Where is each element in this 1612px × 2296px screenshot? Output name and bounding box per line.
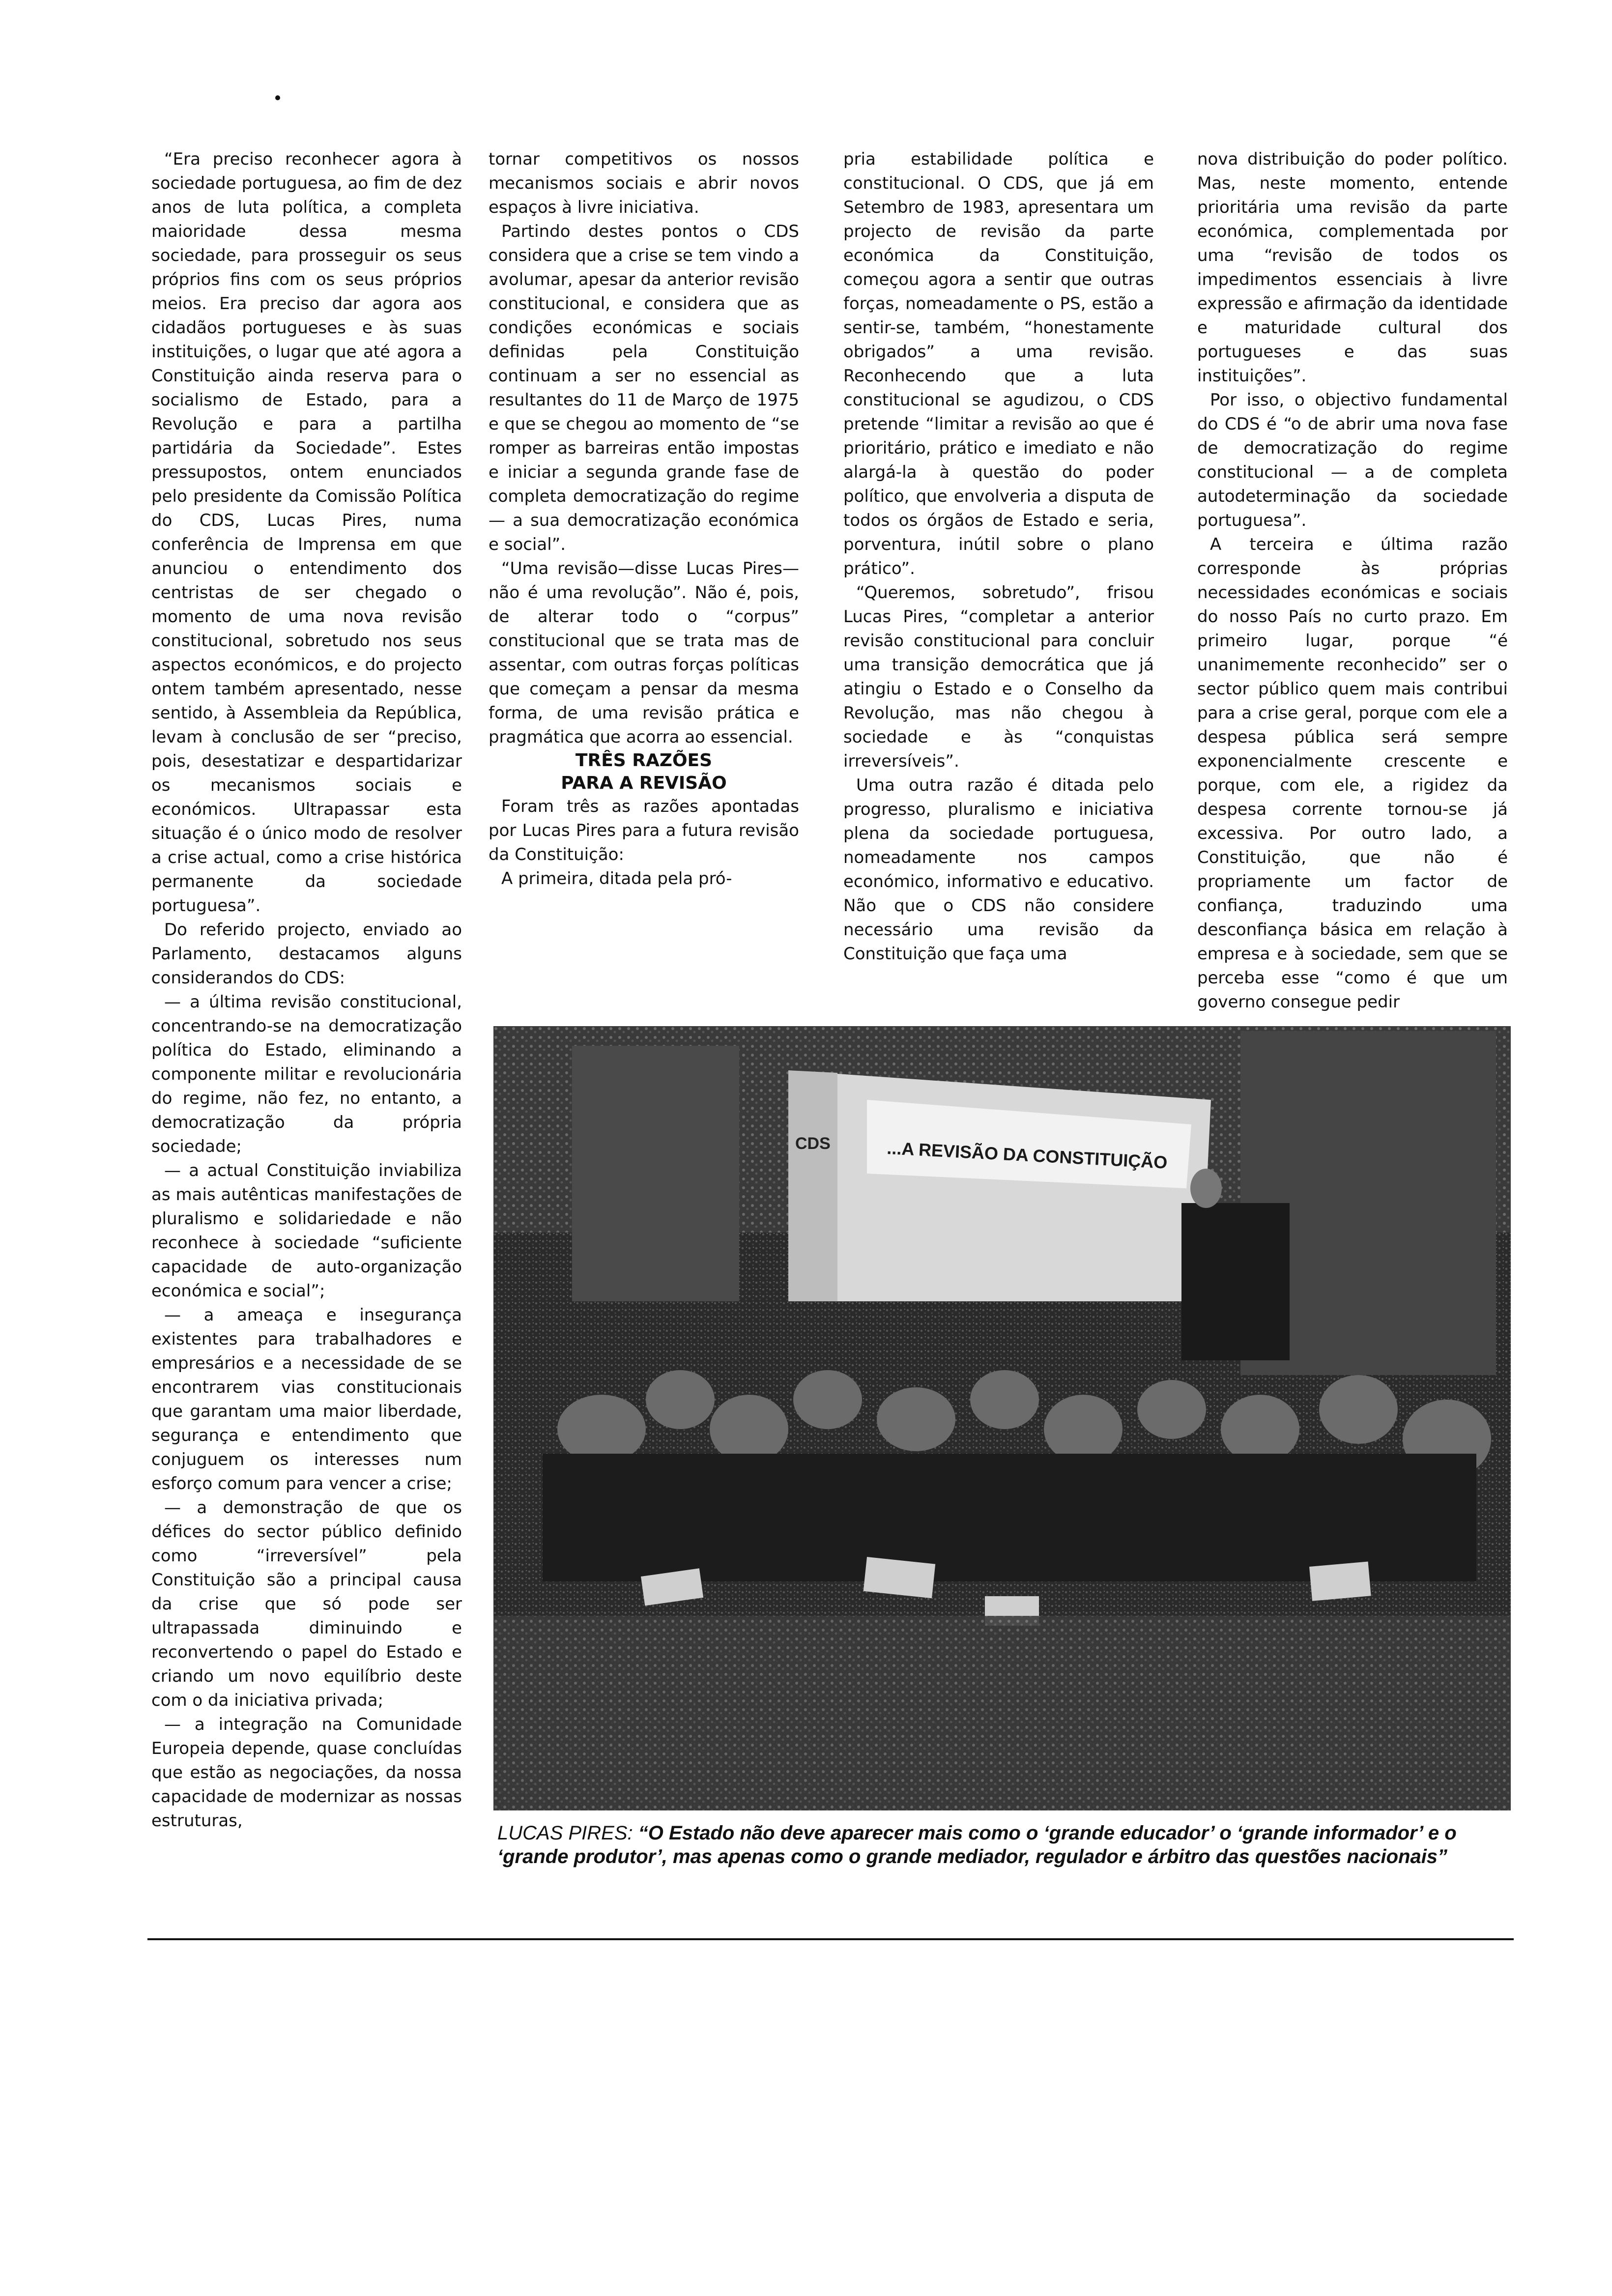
paragraph: — a última revisão constitucional, concentrando-se na democratização política do Estado, eliminando a componente militar e revolucionária do regime, não fez, no entanto, a democratização da própria sociedade;	[151, 992, 462, 1156]
photo-podium	[1181, 1203, 1290, 1360]
paragraph: Foram três as razões apontadas por Lucas Pires para a futura revisão da Constituição:	[489, 797, 799, 864]
photo-speaker-head	[1190, 1169, 1222, 1208]
paragraph: — a actual Constituição inviabiliza as mais autênticas manifestações de pluralismo e solidariedade e não reconhece à sociedade “suficiente capacidade de auto-organização económica e social”;	[151, 1161, 462, 1301]
photo-floor	[493, 1616, 1511, 1817]
paragraph: nova distribuição do poder político. Mas, neste momento, entende prioritária uma revisão da parte económica, complementada por uma “revisão de todos os impedimentos essenciais à livre expressão e afirmação da identidade e maturidade cultural dos portugueses e das suas instituições”.	[1197, 149, 1508, 386]
article-column-3	[843, 147, 1154, 1012]
paragraph: — a demonstração de que os défices do sector público definido como “irreversível” pela Constituição são a principal causa da crise que só pode ser ultrapassada diminuindo e reconvertendo o papel do Estado e criando um novo equilíbrio deste com o da iniciativa privada;	[151, 1498, 462, 1710]
paragraph: “Uma revisão—disse Lucas Pires—não é uma revolução”. Não é, pois, de alterar todo o “corpus” constitucional que se trata mas de assentar, com outras forças políticas que começam a pensar da mesma forma, de uma revisão prática e pragmática que acorra ao essencial.	[489, 559, 799, 747]
photo-window-left	[572, 1046, 739, 1301]
photo-caption	[497, 1821, 1510, 1868]
section-heading-line-2: PARA A REVISÃO	[561, 773, 727, 793]
stray-mark	[275, 95, 280, 100]
paragraph: “Queremos, sobretudo”, frisou Lucas Pires, “completar a anterior revisão constitucional para concluir uma transição democrática que já atingiu o Estado e o Conselho da Revolução, mas não chegou à sociedade e às “conquistas irreversíveis”.	[843, 583, 1154, 771]
paragraph: A terceira e última razão corresponde às próprias necessidades económicas e sociais do nosso País no curto prazo. Em primeiro lugar, porque “é unanimemente reconhecido” ser o sector público quem mais contribui para a crise geral, porque com ele a despesa pública será sempre exponencialmente crescente e porque, com ele, a rigidez da despesa corrente tornou-se já excessiva. Por outro lado, a Constituição, que não é propriamente um factor de confiança, traduzindo uma desconfiança básica em relação à empresa e à sociedade, sem que se perceba esse “como é que um governo consegue pedir	[1197, 535, 1508, 1012]
article-column-4	[1197, 147, 1508, 1012]
paragraph: “Era preciso reconhecer agora à sociedade portuguesa, ao fim de dez anos de luta política, a completa maioridade dessa mesma sociedade, para prosseguir os seus próprios fins com os seus próprios meios. Era preciso dar agora aos cidadãos portugueses e às suas instituições, o lugar que até agora a Constituição ainda reserva para o socialismo de Estado, para a Revolução e para a partilha partidária da Sociedade”. Estes pressupostos, ontem enunciados pelo presidente da Comissão Política do CDS, Lucas Pires, numa conferência de Imprensa em que anunciou o entendimento dos centristas de ser chegado o momento de uma nova revisão constitucional, sobretudo nos seus aspectos económicos, e do projecto ontem também apresentado, nesse sentido, à Assembleia da República, levam à conclusão de ser “preciso, pois, desestatizar e despartidarizar os mecanismos sociais e económicos. Ultrapassar esta situação é o único modo de resolver a crise actual, como a crise histórica permanente da sociedade portuguesa”.	[151, 149, 462, 916]
paragraph: Partindo destes pontos o CDS considera que a crise se tem vindo a avolumar, apesar da anterior revisão constitucional, e considera que as condições económicas e sociais definidas pela Constituição continuam a ser no essencial as resultantes do 11 de Março de 1975 e que se chegou ao momento de “se romper as barreiras então impostas e iniciar a segunda grande fase de completa democratização do regime — a sua democratização económica e social”.	[489, 222, 799, 554]
paragraph: Do referido projecto, enviado ao Parlamento, destacamos alguns considerandos do CDS:	[151, 920, 462, 988]
paragraph: tornar competitivos os nossos mecanismos sociais e abrir novos espaços à livre iniciativa.	[489, 149, 799, 217]
photo-banner-text: ...A REVISÃO DA CONSTITUIÇÃO	[886, 1138, 1168, 1173]
article-column-2	[489, 147, 799, 1003]
article-column-1	[151, 147, 462, 1936]
bottom-rule	[147, 1938, 1514, 1940]
section-heading	[489, 749, 799, 795]
photo-audience-bodies	[543, 1454, 1476, 1581]
paragraph: — a integração na Comunidade Europeia depende, quase concluídas que estão as negociações, da nossa capacidade de modernizar as nossas estruturas,	[151, 1715, 462, 1831]
photo-banner-left-text: CDS	[795, 1134, 831, 1153]
caption-quote: “O Estado não deve aparecer mais como o ‘grande educador’ o ‘grande informador’ e o ‘grande produtor’, mas apenas como o grande mediador, regulador e árbitro das questões nacionais”	[497, 1822, 1457, 1867]
paragraph: Uma outra razão é ditada pelo progresso, pluralismo e iniciativa plena da sociedade portuguesa, nomeadamente nos campos económico, informativo e educativo. Não que o CDS não considere necessário uma revisão da Constituição que faça uma	[843, 775, 1154, 964]
press-conference-photo	[493, 1026, 1511, 1817]
section-heading-line-1: TRÊS RAZÕES	[575, 750, 713, 771]
paragraph: Por isso, o objectivo fundamental do CDS é “o de abrir uma nova fase de democratização do regime constitucional — a de completa autodeterminação da sociedade portuguesa”.	[1197, 390, 1508, 530]
photo-bottom-border	[493, 1810, 1511, 1817]
paragraph: A primeira, ditada pela pró-	[501, 869, 732, 889]
caption-speaker: LUCAS PIRES:	[497, 1822, 633, 1844]
photo-banner	[788, 1070, 1211, 1301]
paragraph: pria estabilidade política e constitucional. O CDS, que já em Setembro de 1983, apresentara um projecto de revisão da parte económica da Constituição, começou agora a sentir que outras forças, nomeadamente o PS, estão a sentir-se, também, “honestamente obrigados” a uma revisão. Reconhecendo que a luta constitucional se agudizou, o CDS pretende “limitar a revisão ao que é prioritário, prático e imediato e não alargá-la à questão do poder político, que envolveria a disputa de todos os órgãos de Estado e seria, porventura, inútil sobre o plano prático”.	[843, 149, 1154, 578]
paragraph: — a ameaça e insegurança existentes para trabalhadores e empresários e a necessidade de se encontrarem vias constitucionais que garantam uma maior liberdade, segurança e entendimento que conjuguem os interesses num esforço comum para vencer a crise;	[151, 1305, 462, 1493]
